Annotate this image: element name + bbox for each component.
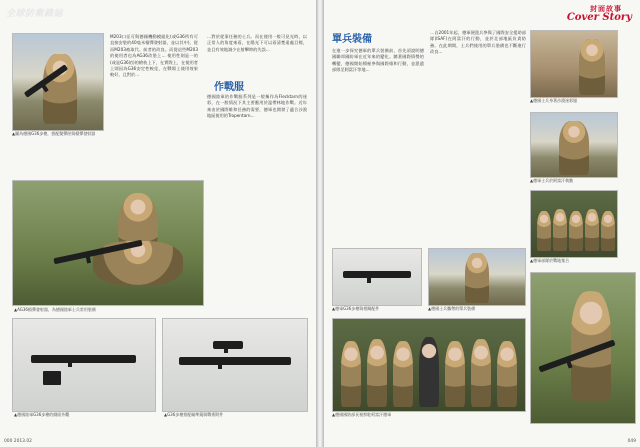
left-col2-text-top: …對於從事任務的士兵。而在使用一般可見光時，以正常人的角度來看，在陽光下可以看清楚遠處目標，並且有效地減少在射擊時的失誤…	[207, 34, 307, 52]
caption-bottom: ▲德國國防部長視察駐阿富汗德軍	[332, 412, 392, 417]
caption-r2: ▲德軍士兵於阿富汗執勤	[530, 178, 574, 183]
left-col1-para1: M203口徑可與德國機動模組化(或G36所有可直接安裝的40毫米榴彈發射器，並以其中)，從而M203被取代。前者的改良。而從這些M203的使用者也為AG36改裝上…	[110, 34, 198, 59]
right-folio: 049	[627, 439, 636, 444]
photo-rifle-right	[162, 318, 308, 412]
left-col1-text	[110, 34, 198, 182]
caption-top-left: ▲圖為德國G36步槍，搭配雙彈匣與榴彈發射器	[12, 131, 96, 136]
section-title-zh: 封面故事	[590, 5, 622, 13]
photo-soldier-afghanistan	[530, 112, 618, 178]
photo-female-soldier-kneeling	[530, 272, 636, 424]
caption-bottom-right: ▲G36步槍搭配瞄準鏡與戰術附件	[164, 412, 224, 417]
left-col1-para2: 使用性則是一的(或是G36的)的槍枝上下，在實際上，在使用者上則因為G36安定性較佳，在戰場上使用效果較好，且對於…	[110, 53, 198, 78]
caption-r3: ▲德軍部隊於戰地集合	[530, 258, 570, 263]
photo-soldier-with-grenade-launcher	[12, 33, 104, 131]
caption-bottom-left: ▲德國陸軍G36步槍的側面外觀	[14, 412, 70, 417]
section-title-en: Cover Story	[566, 12, 632, 23]
photo-soldier-desert-camo	[530, 30, 618, 98]
photo-rifle-equipment	[332, 248, 422, 306]
spine-gutter	[316, 0, 324, 447]
right-heading: 單兵裝備	[332, 34, 372, 45]
photo-minister-with-troops	[332, 318, 526, 412]
photo-soldier-gear	[428, 248, 526, 306]
caption-mid-right: ▲德國士兵攜帶的單兵裝備	[428, 306, 476, 311]
right-col1-text: 在進一步探究德軍的單兵裝備前，首先須說明德國聯邦國防軍在近年來的變化。隨著國際情勢的轉變，德國開始積極參與國際維和行動，並派遣部隊至阿富汗等地…	[332, 48, 424, 73]
left-folio: 000 2013.02	[4, 439, 32, 444]
photo-female-soldier-prone	[12, 180, 204, 306]
right-page	[324, 0, 640, 447]
magazine-logo: 全球防衛雜誌	[6, 9, 64, 19]
caption-mid-left: ▲德軍G36步槍與相關配件	[332, 306, 380, 311]
left-page	[0, 0, 316, 447]
photo-troops-assembled	[530, 190, 618, 258]
left-heading: 作戰服	[214, 82, 244, 93]
caption-middle: ▲AG36榴彈發射器，為德國陸軍士兵常用裝備	[14, 307, 96, 312]
photo-rifle-left	[12, 318, 156, 412]
caption-r1: ▲德國士兵身著沙漠迷彩服	[530, 98, 578, 103]
left-col2-text-bottom: 德國陸軍的作戰服系列是一般稱作為Flecktarn的迷彩，在一般情況下其主要應用於溫帶林地作戰。近年來由於國際維和任務的需要，德軍也開發了適合沙漠地區使用的Tropentarn…	[207, 94, 307, 119]
right-col2-text: …自2001年起，德軍便派兵參與了國際安全援助部隊(ISAF)在阿富汗的行動，並於北部地區負責防務。在此期間，士兵們使用的單兵裝備也不斷進行改良…	[430, 30, 526, 55]
